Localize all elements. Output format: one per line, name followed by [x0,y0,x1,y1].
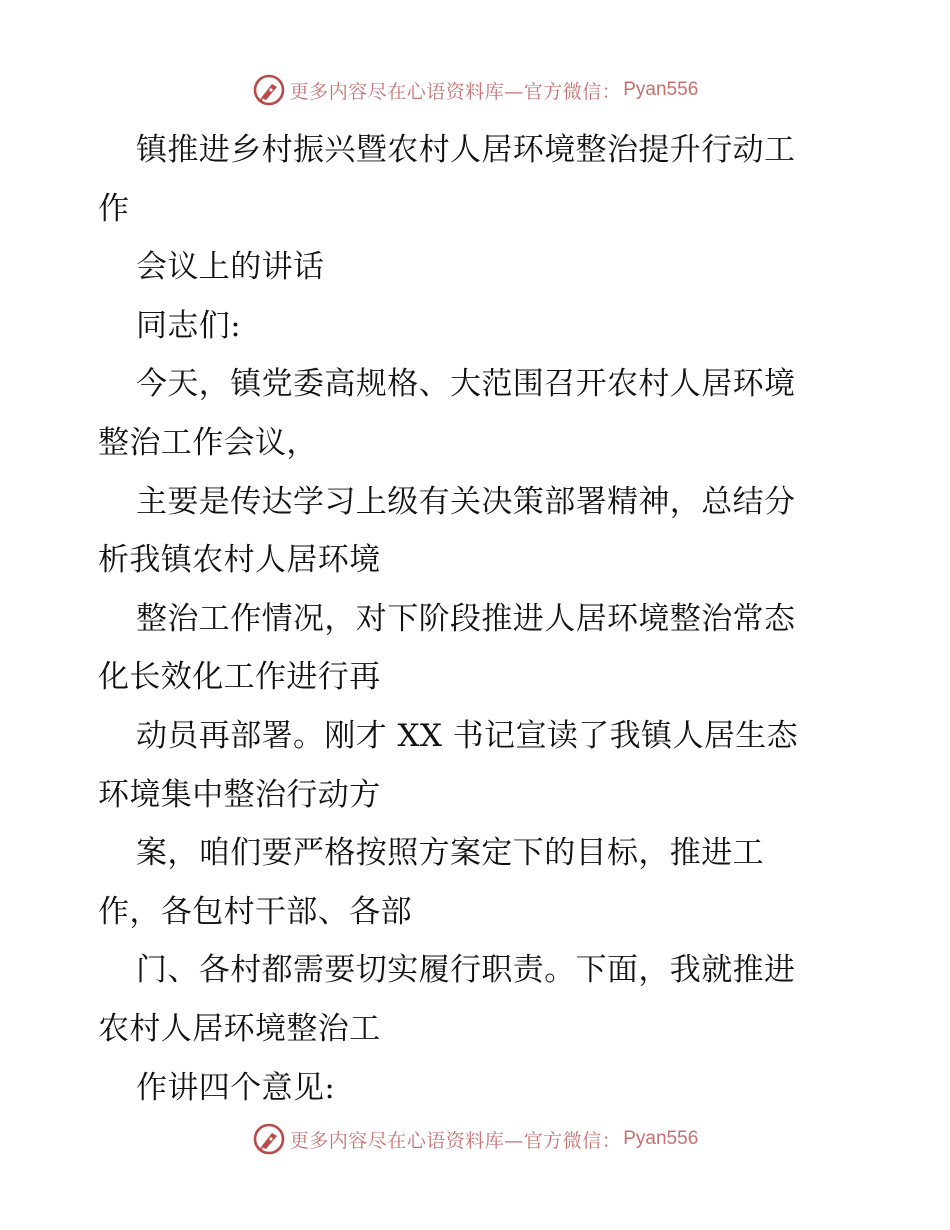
greeting: 同志们: [136,307,242,344]
pen-nib-logo-icon [252,73,286,107]
banner-text: 更多内容尽在心语资料库—官方微信： [289,1129,622,1152]
paragraph-line: 析我镇农村人居环境 [98,542,381,579]
document-title [98,121,858,238]
paragraph-line: 门、各村都需要切实履行职责。下面，我就推进 [136,952,796,989]
paragraph [98,473,858,590]
paragraph [98,707,858,824]
paragraph-line: 主要是传达学习上级有关决策部署精神，总结分 [136,483,796,520]
paragraph-line: 农村人居环境整治工 [98,1010,381,1047]
document-body [98,121,858,1117]
paragraph-line: 动员再部署。刚才 XX 书记宣读了我镇人居生态 [136,717,799,754]
header-watermark-banner [0,70,950,110]
paragraph-line: 化长效化工作进行再 [98,659,381,696]
paragraph [98,590,858,707]
banner-text: 更多内容尽在心语资料库—官方微信： [289,80,622,103]
paragraph-line: 作，各包村干部、各部 [98,893,412,930]
title-line-2: 作 [98,190,130,227]
banner-wechat-id: Pyan556 [623,79,699,100]
document-subtitle: 会议上的讲话 [136,249,325,286]
paragraph-line: 案，咱们要严格按照方案定下的目标，推进工 [136,835,764,872]
paragraph [98,941,858,1058]
pen-nib-logo-icon [252,1122,286,1156]
paragraph [98,355,858,472]
banner-wechat-id: Pyan556 [623,1128,699,1149]
footer-watermark-banner [0,1119,950,1159]
paragraph-line: 整治工作会议， [98,424,318,461]
paragraph-line: 整治工作情况，对下阶段推进人居环境整治常态 [136,600,796,637]
paragraph [98,824,858,941]
title-line-1: 镇推进乡村振兴暨农村人居环境整治提升行动工 [136,132,796,168]
paragraph-line: 今天，镇党委高规格、大范围召开农村人居环境 [136,366,796,403]
paragraph-line: 环境集中整治行动方 [98,776,381,813]
closing-line: 作讲四个意见: [136,1069,336,1106]
